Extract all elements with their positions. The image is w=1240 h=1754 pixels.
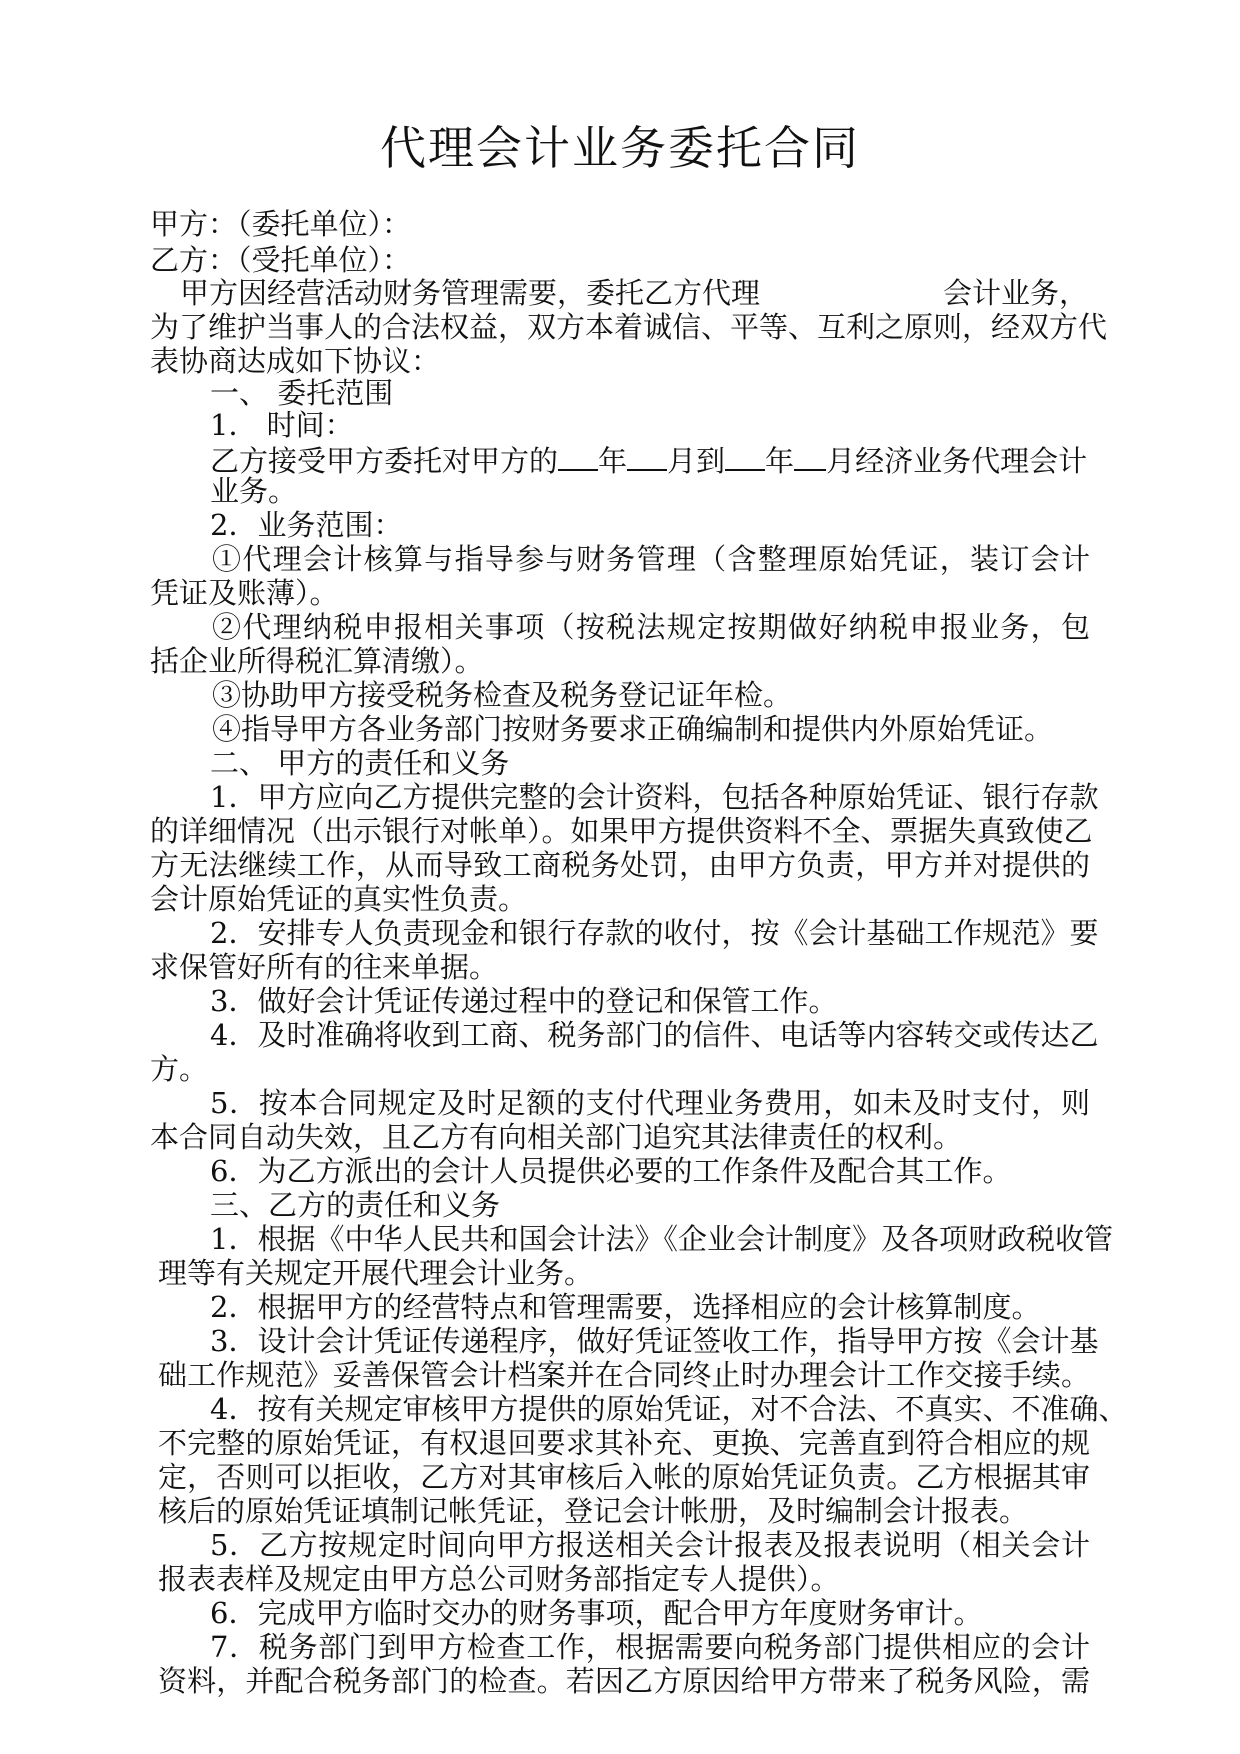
scope-label: 2．业务范围：: [210, 508, 403, 542]
sec2-p4-line-2: 方。: [150, 1052, 209, 1086]
year-blank-2[interactable]: [725, 441, 765, 471]
time-clause-text-3: 月到: [667, 444, 726, 478]
sec2-p1-line-1: 1．甲方应向乙方提供完整的会计资料，包括各种原始凭证、银行存款: [210, 780, 1099, 814]
sec3-p2: 2．根据甲方的经营特点和管理需要，选择相应的会计核算制度。: [210, 1290, 1041, 1324]
sec3-p4-line-1: 4．按有关规定审核甲方提供的原始凭证，对不合法、不真实、不准确、: [210, 1392, 1128, 1426]
section-2-heading: 二、 甲方的责任和义务: [210, 746, 510, 780]
intro-line-3: 表协商达成如下协议：: [150, 344, 441, 378]
sec2-p5-line-1: 5．按本合同规定及时足额的支付代理业务费用，如未及时支付，则: [210, 1086, 1090, 1120]
time-clause-text-1: 乙方接受甲方委托对甲方的: [210, 444, 559, 478]
sec3-p4-line-3: 定，否则可以拒收，乙方对其审核后入帐的原始凭证负责。乙方根据其审: [158, 1460, 1090, 1494]
time-clause-line-1: [210, 441, 1087, 478]
time-clause-text-5: 月经济业务代理会计: [826, 444, 1088, 478]
sec2-p2-line-2: 求保管好所有的往来单据。: [150, 950, 499, 984]
sec3-p7-line-2: 资料，并配合税务部门的检查。若因乙方原因给甲方带来了税务风险，需: [158, 1664, 1090, 1698]
sec3-p4-line-4: 核后的原始凭证填制记帐凭证，登记会计帐册，及时编制会计报表。: [158, 1494, 1029, 1528]
scope-item-4: ④指导甲方各业务部门按财务要求正确编制和提供内外原始凭证。: [212, 712, 1054, 746]
time-clause-text-4: 年: [765, 444, 795, 478]
intro-line-1b: 会计业务，: [943, 276, 1089, 310]
sec2-p5-line-2: 本合同自动失效，且乙方有向相关部门追究其法律责任的权利。: [150, 1120, 963, 1154]
document-title: 代理会计业务委托合同: [380, 121, 860, 175]
sec3-p5-line-2: 报表表样及规定由甲方总公司财务部指定专人提供）。: [158, 1562, 840, 1596]
sec3-p1-line-1: 1．根据《中华人民共和国会计法》《企业会计制度》及各项财政税收管: [210, 1222, 1113, 1256]
time-label: 1． 时间：: [210, 408, 354, 442]
party-b-line: 乙方：（受托单位）：: [150, 243, 412, 277]
time-clause-text-2: 年: [598, 444, 628, 478]
sec2-p1-line-2: 的详细情况（出示银行对帐单）。如果甲方提供资料不全、票据失真致使乙: [150, 814, 1093, 848]
section-3-heading: 三、乙方的责任和义务: [210, 1188, 501, 1222]
intro-line-2: 为了维护当事人的合法权益，双方本着诚信、平等、互利之原则，经双方代: [150, 310, 1108, 344]
sec2-p1-line-3: 方无法继续工作，从而导致工商税务处罚，由甲方负责，甲方并对提供的: [150, 848, 1090, 882]
scope-item-1b: 凭证及账薄）。: [150, 576, 339, 610]
sec2-p3: 3．做好会计凭证传递过程中的登记和保管工作。: [210, 984, 838, 1018]
month-blank-2[interactable]: [794, 441, 826, 471]
scope-item-2b: 括企业所得税汇算清缴）。: [150, 644, 484, 678]
sec3-p5-line-1: 5．乙方按规定时间向甲方报送相关会计报表及报表说明（相关会计: [210, 1528, 1090, 1562]
scope-item-1a: ①代理会计核算与指导参与财务管理（含整理原始凭证，装订会计: [212, 542, 1090, 576]
sec2-p1-line-4: 会计原始凭证的真实性负责。: [150, 882, 528, 916]
sec3-p6: 6．完成甲方临时交办的财务事项，配合甲方年度财务审计。: [210, 1596, 983, 1630]
year-blank-1[interactable]: [558, 441, 598, 471]
section-1-heading: 一、 委托范围: [210, 376, 394, 410]
sec2-p6: 6．为乙方派出的会计人员提供必要的工作条件及配合其工作。: [210, 1154, 1012, 1188]
sec2-p4-line-1: 4．及时准确将收到工商、税务部门的信件、电话等内容转交或传达乙: [210, 1018, 1099, 1052]
sec3-p3-line-1: 3．设计会计凭证传递程序，做好凭证签收工作，指导甲方按《会计基: [210, 1324, 1099, 1358]
sec3-p3-line-2: 础工作规范》妥善保管会计档案并在合同终止时办理会计工作交接手续。: [158, 1358, 1090, 1392]
sec2-p2-line-1: 2．安排专人负责现金和银行存款的收付，按《会计基础工作规范》要: [210, 916, 1099, 950]
scope-item-3: ③协助甲方接受税务检查及税务登记证年检。: [212, 678, 793, 712]
month-blank-1[interactable]: [627, 441, 667, 471]
intro-line-1a: 甲方因经营活动财务管理需要，委托乙方代理: [180, 276, 761, 310]
sec3-p7-line-1: 7．税务部门到甲方检查工作，根据需要向税务部门提供相应的会计: [210, 1630, 1090, 1664]
time-clause-line-2: 业务。: [210, 474, 298, 508]
sec3-p1-line-2: 理等有关规定开展代理会计业务。: [158, 1256, 594, 1290]
scope-item-2a: ②代理纳税申报相关事项（按税法规定按期做好纳税申报业务，包: [212, 610, 1090, 644]
sec3-p4-line-2: 不完整的原始凭证，有权退回要求其补充、更换、完善直到符合相应的规: [158, 1426, 1090, 1460]
party-a-line: 甲方：（委托单位）：: [150, 207, 412, 241]
